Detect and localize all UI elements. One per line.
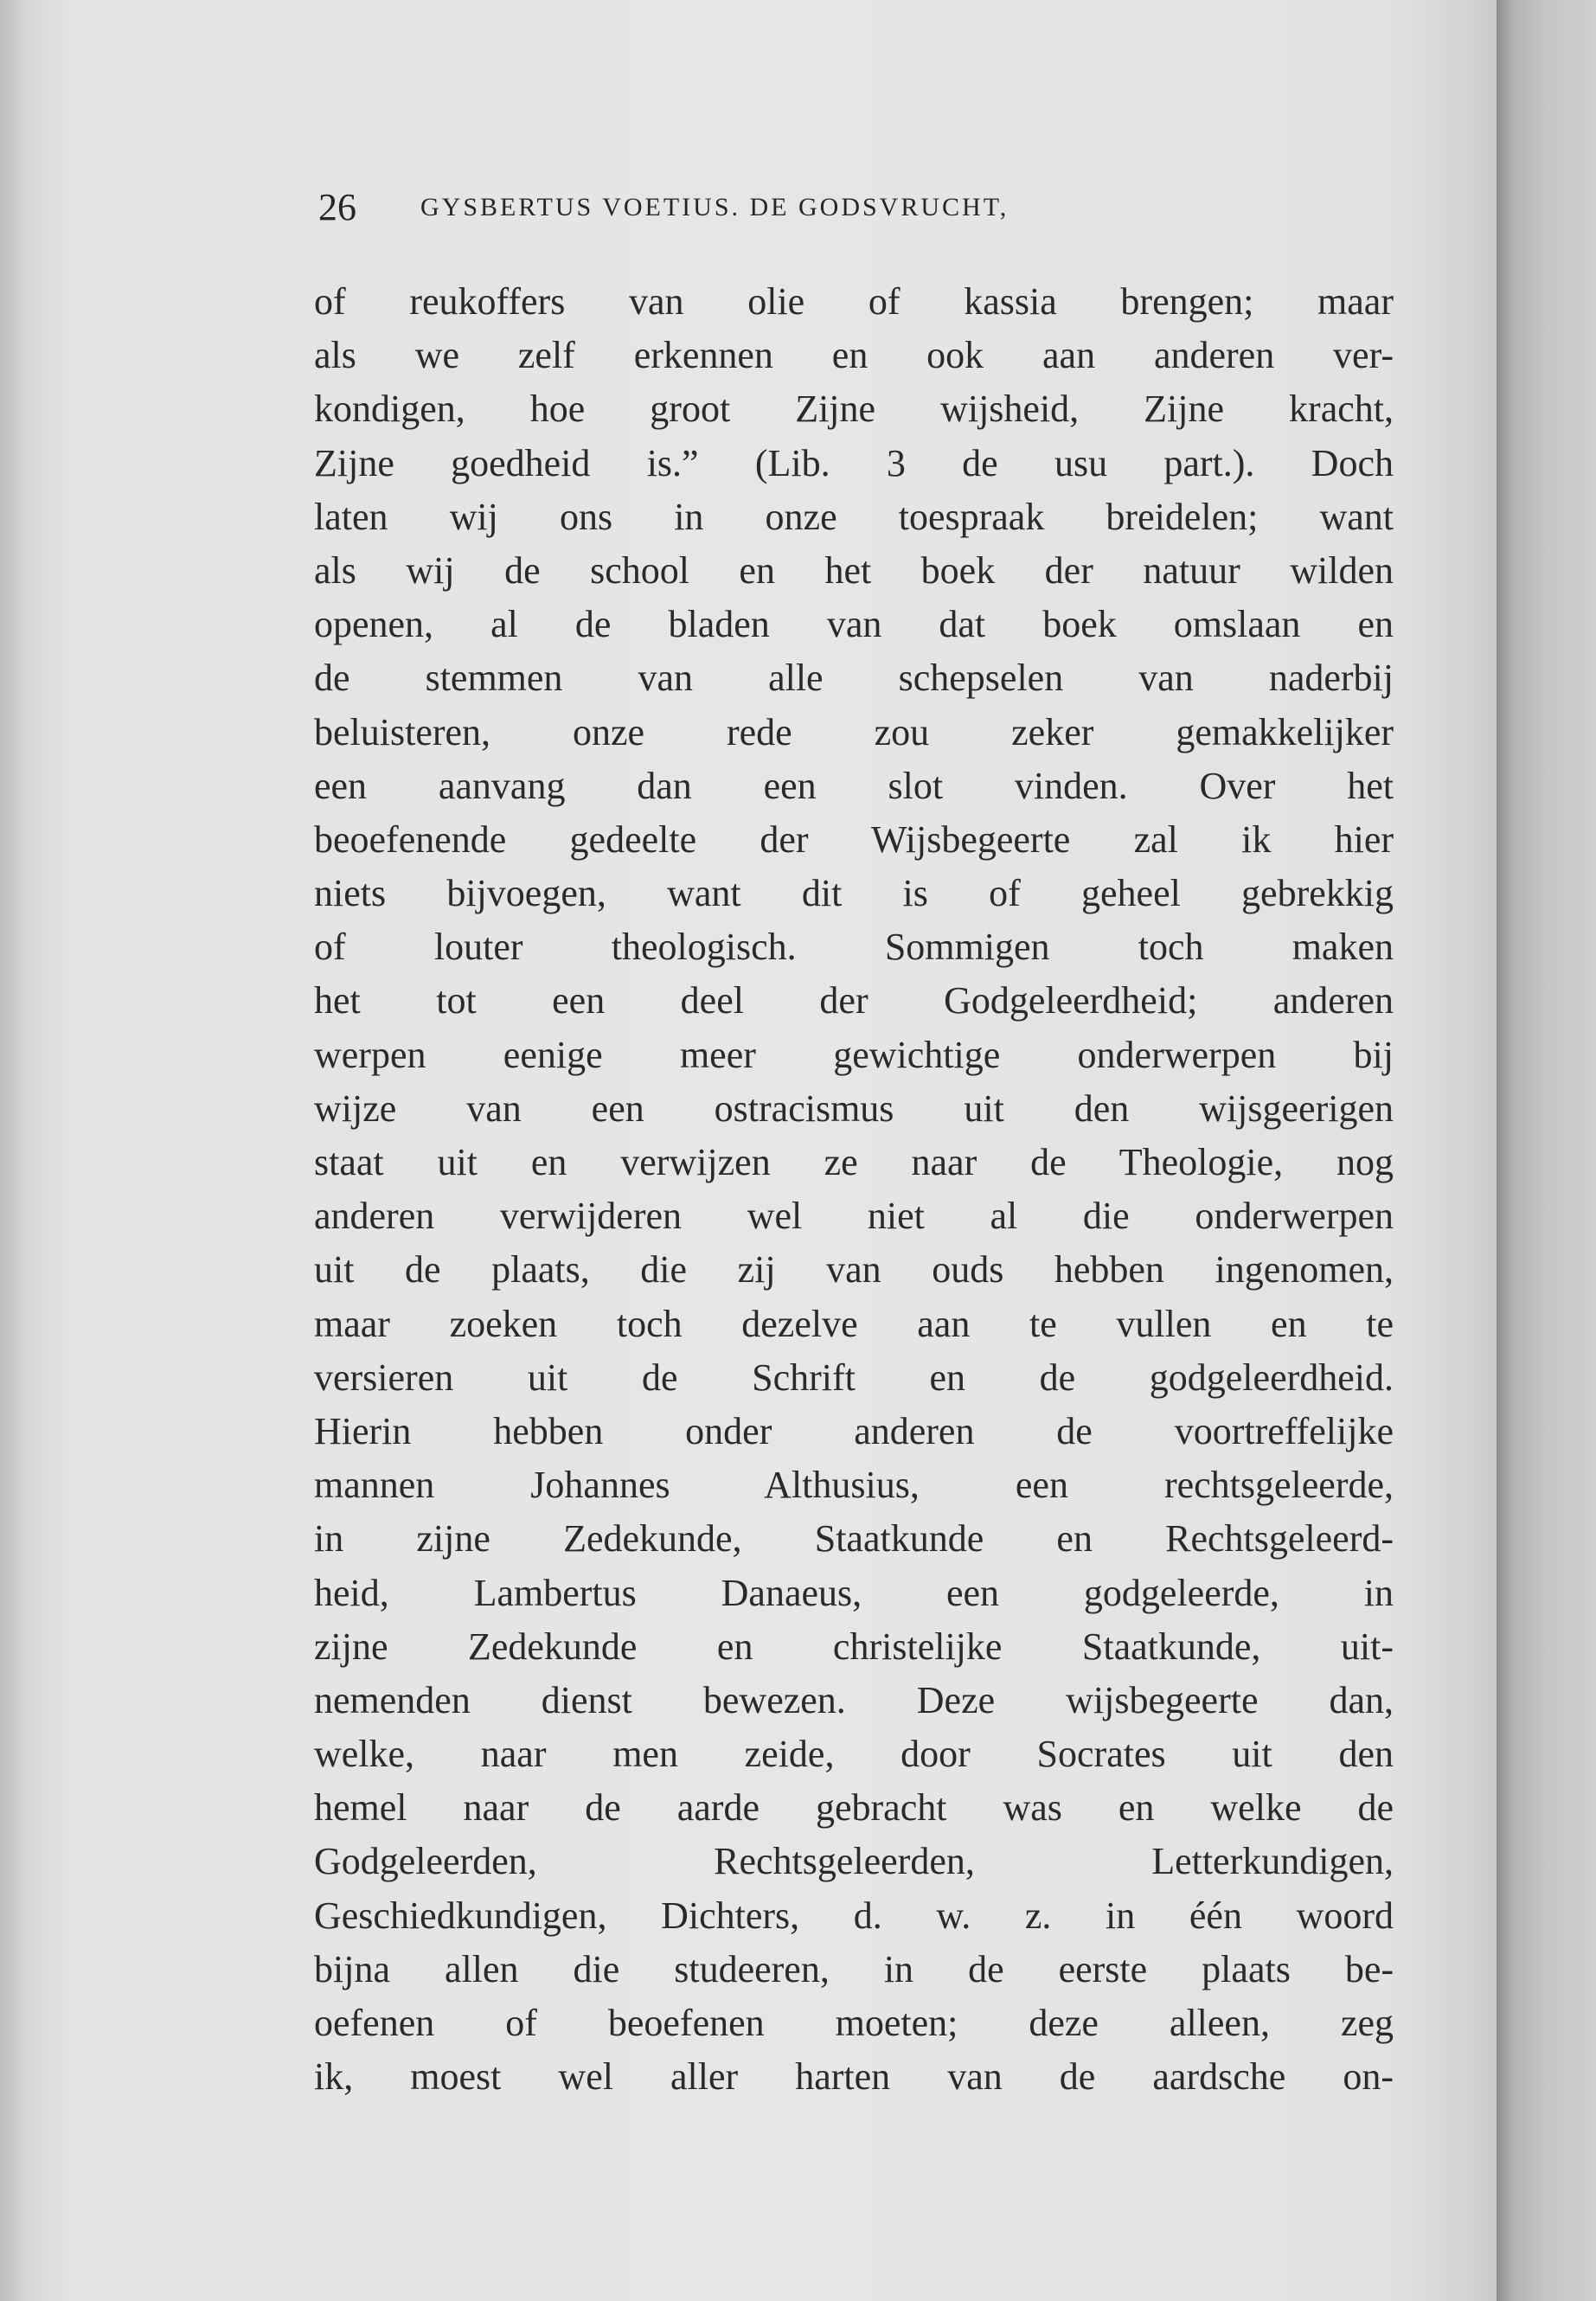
text-line: ik, moest wel aller harten van de aardsche on- [314, 2055, 1394, 2099]
text-line: openen, al de bladen van dat boek omslaan en [314, 603, 1394, 646]
text-line: oefenen of beoefenen moeten; deze alleen, zeg [314, 2002, 1394, 2044]
text-line: wijze van een ostracismus uit den wijsgeerigen [314, 1086, 1394, 1130]
text-line: uit de plaats, die zij van ouds hebben ingenomen, [314, 1248, 1394, 1292]
text-line: de stemmen van alle schepselen van naderbij [314, 657, 1394, 700]
text-line: het tot een deel der Godgeleerdheid; anderen [314, 979, 1394, 1022]
text-line: kondigen, hoe groot Zijne wijsheid, Zijne kracht, [314, 388, 1394, 431]
text-line: Zijne goedheid is.” (Lib. 3 de usu part.). Doch [314, 441, 1394, 484]
text-line: anderen verwijderen wel niet al die onderwerpen [314, 1195, 1394, 1238]
text-line: of louter theologisch. Sommigen toch maken [314, 926, 1394, 969]
text-line: welke, naar men zeide, door Socrates uit den [314, 1733, 1394, 1776]
text-line: staat uit en verwijzen ze naar de Theologie, nog [314, 1141, 1394, 1183]
text-line: laten wij ons in onze toespraak breidelen; want [314, 495, 1394, 538]
text-line: maar zoeken toch dezelve aan te vullen en te [314, 1302, 1394, 1345]
text-line: zijne Zedekunde en christelijke Staatkunde, uit- [314, 1625, 1394, 1668]
text-line: Geschiedkundigen, Dichters, d. w. z. in één woord [314, 1894, 1394, 1937]
text-line: niets bijvoegen, want dit is of geheel gebrekkig [314, 872, 1394, 915]
text-line: in zijne Zedekunde, Staatkunde en Rechtsgeleerd- [314, 1517, 1394, 1561]
text-line: mannen Johannes Althusius, een rechtsgeleerde, [314, 1464, 1394, 1507]
text-line: beluisteren, onze rede zou zeker gemakkelijker [314, 710, 1394, 753]
page-number: 26 [318, 186, 356, 228]
text-line: heid, Lambertus Danaeus, een godgeleerde, in [314, 1571, 1394, 1614]
text-line: nemenden dienst bewezen. Deze wijsbegeerte dan, [314, 1678, 1394, 1721]
page-edge [1497, 0, 1596, 2301]
text-line: hemel naar de aarde gebracht was en welke de [314, 1786, 1394, 1830]
text-line: of reukoffers van olie of kassia brengen; maar [314, 280, 1394, 323]
text-line: als wij de school en het boek der natuur wilden [314, 548, 1394, 592]
text-line: als we zelf erkennen en ook aan anderen ver- [314, 334, 1394, 377]
text-line: beoefenende gedeelte der Wijsbegeerte zal ik hier [314, 817, 1394, 861]
running-head: GYSBERTUS VOETIUS. DE GODSVRUCHT, [420, 193, 1010, 221]
text-line: Godgeleerden, Rechtsgeleerden, Letterkundigen, [314, 1840, 1394, 1883]
text-line: een aanvang dan een slot vinden. Over het [314, 764, 1394, 807]
page-header [318, 177, 1391, 238]
text-line: bijna allen die studeeren, in de eerste plaats be- [314, 1947, 1394, 1990]
text-line: werpen eenige meer gewichtige onderwerpen bij [314, 1033, 1394, 1076]
text-line: versieren uit de Schrift en de godgeleerdheid. [314, 1356, 1394, 1399]
body-text [314, 275, 1394, 2104]
text-line: Hierin hebben onder anderen de voortreffelijke [314, 1409, 1394, 1452]
